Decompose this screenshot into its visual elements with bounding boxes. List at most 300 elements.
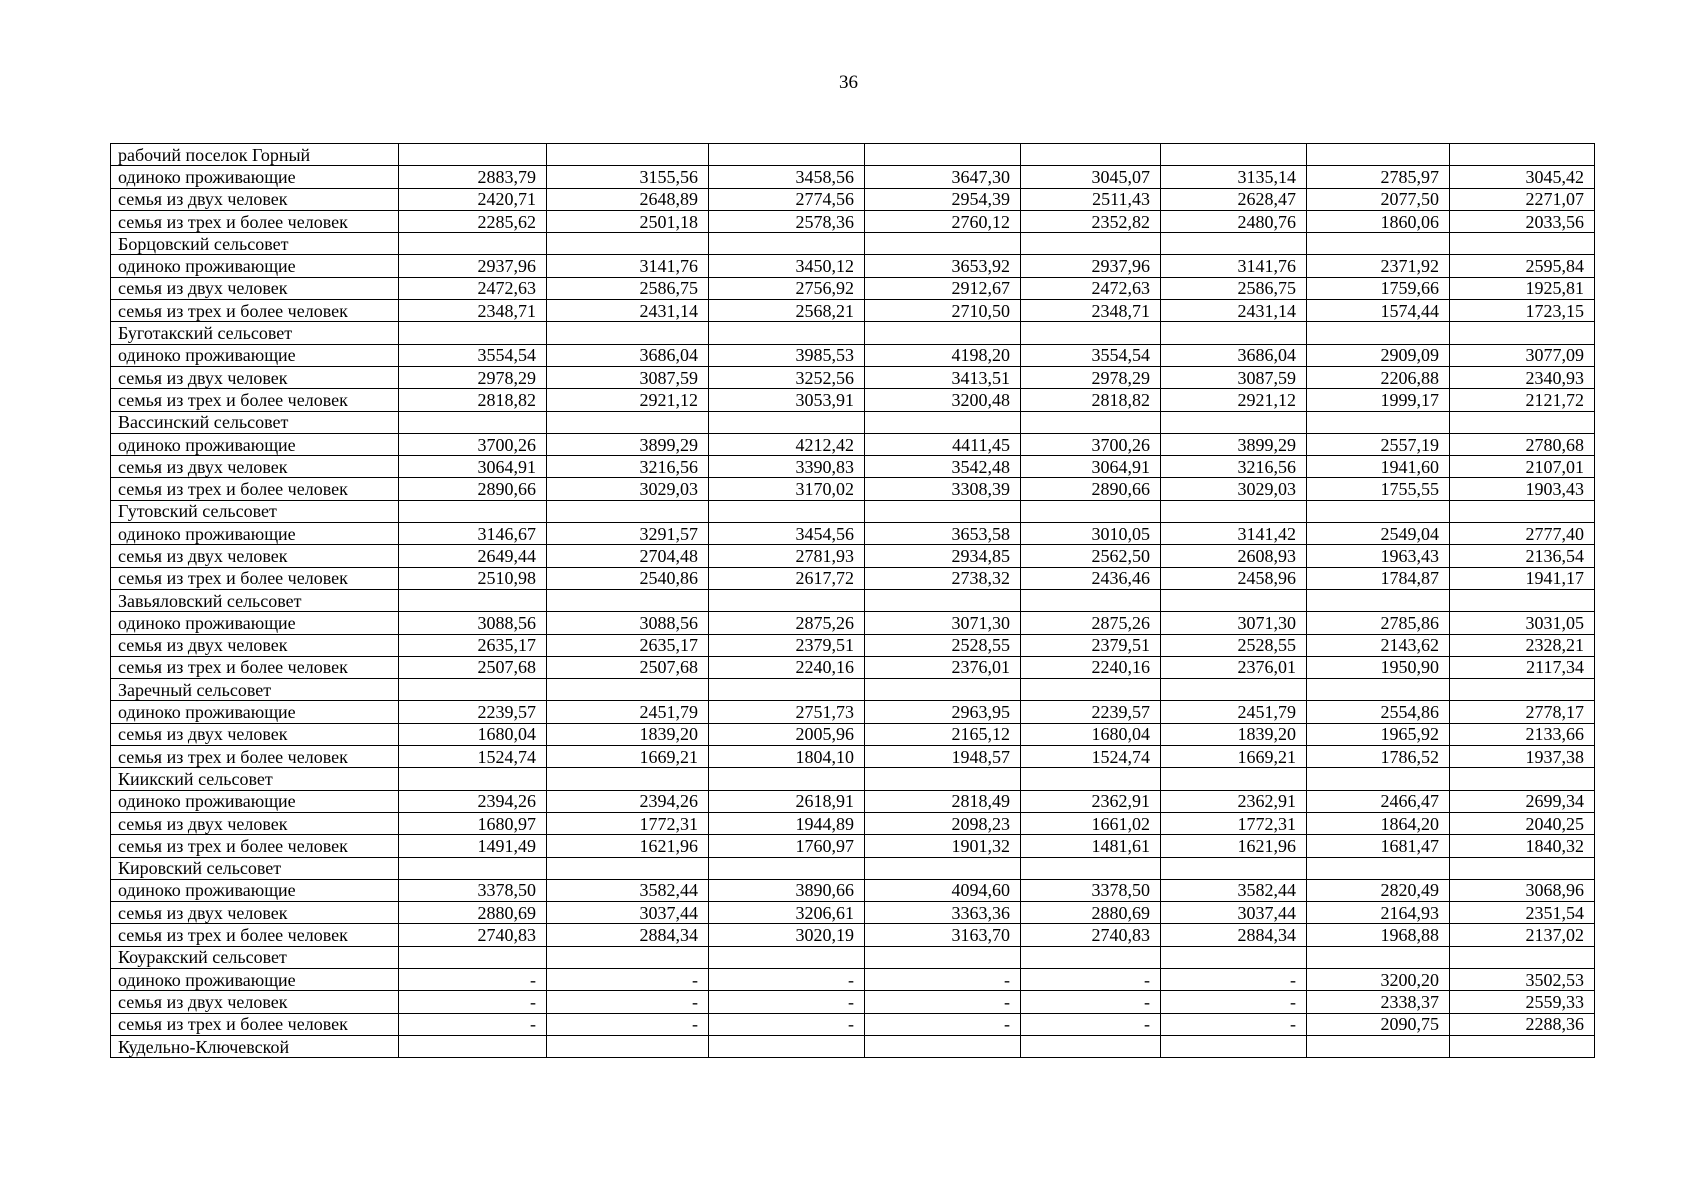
value-cell: 2271,07 bbox=[1450, 188, 1595, 210]
empty-cell bbox=[1307, 500, 1450, 522]
table-row bbox=[111, 545, 1595, 567]
group-title: Буготакский сельсовет bbox=[111, 322, 399, 344]
value-cell: 1839,20 bbox=[547, 723, 709, 745]
value-cell: 2351,54 bbox=[1450, 902, 1595, 924]
empty-cell bbox=[865, 144, 1021, 166]
empty-cell bbox=[865, 589, 1021, 611]
value-cell: 3135,14 bbox=[1161, 166, 1307, 188]
value-cell: 3045,07 bbox=[1021, 166, 1161, 188]
value-cell: 2431,14 bbox=[547, 300, 709, 322]
empty-cell bbox=[547, 233, 709, 255]
group-header-row bbox=[111, 857, 1595, 879]
table-row bbox=[111, 879, 1595, 901]
value-cell: 2348,71 bbox=[1021, 300, 1161, 322]
value-cell: 3141,76 bbox=[547, 255, 709, 277]
empty-cell bbox=[399, 411, 547, 433]
empty-cell bbox=[865, 768, 1021, 790]
table-body bbox=[111, 144, 1595, 1058]
value-cell: 1481,61 bbox=[1021, 835, 1161, 857]
empty-cell bbox=[1450, 1035, 1595, 1057]
table-row bbox=[111, 790, 1595, 812]
empty-cell bbox=[865, 946, 1021, 968]
value-cell: 3502,53 bbox=[1450, 968, 1595, 990]
value-cell: 2554,86 bbox=[1307, 701, 1450, 723]
value-cell: 3700,26 bbox=[1021, 433, 1161, 455]
empty-cell bbox=[709, 857, 865, 879]
empty-cell bbox=[1021, 322, 1161, 344]
value-cell: 3088,56 bbox=[399, 612, 547, 634]
value-cell: 2978,29 bbox=[399, 366, 547, 388]
empty-cell bbox=[865, 233, 1021, 255]
value-cell: 2362,91 bbox=[1161, 790, 1307, 812]
value-cell: 4094,60 bbox=[865, 879, 1021, 901]
value-cell: 1680,04 bbox=[1021, 723, 1161, 745]
value-cell: 4411,45 bbox=[865, 433, 1021, 455]
value-cell: 3155,56 bbox=[547, 166, 709, 188]
table-row bbox=[111, 812, 1595, 834]
empty-cell bbox=[1021, 1035, 1161, 1057]
value-cell: 2818,82 bbox=[1021, 389, 1161, 411]
value-cell: 1965,92 bbox=[1307, 723, 1450, 745]
value-cell: 2785,97 bbox=[1307, 166, 1450, 188]
value-cell: 2480,76 bbox=[1161, 210, 1307, 232]
value-cell: 2206,88 bbox=[1307, 366, 1450, 388]
empty-cell bbox=[1450, 768, 1595, 790]
empty-cell bbox=[547, 679, 709, 701]
value-cell: 2165,12 bbox=[865, 723, 1021, 745]
value-cell: 2820,49 bbox=[1307, 879, 1450, 901]
value-cell: 2921,12 bbox=[1161, 389, 1307, 411]
value-cell: 4198,20 bbox=[865, 344, 1021, 366]
value-cell: 3088,56 bbox=[547, 612, 709, 634]
value-cell: 2117,34 bbox=[1450, 656, 1595, 678]
value-cell: 4212,42 bbox=[709, 433, 865, 455]
value-cell: 3200,20 bbox=[1307, 968, 1450, 990]
row-label: семья из двух человек bbox=[111, 812, 399, 834]
empty-cell bbox=[1021, 946, 1161, 968]
value-cell: 1669,21 bbox=[1161, 746, 1307, 768]
empty-cell bbox=[1450, 500, 1595, 522]
row-label: семья из двух человек bbox=[111, 188, 399, 210]
empty-cell bbox=[709, 144, 865, 166]
value-cell: - bbox=[1161, 991, 1307, 1013]
value-cell: 3413,51 bbox=[865, 366, 1021, 388]
value-cell: 3087,59 bbox=[1161, 366, 1307, 388]
value-cell: 2890,66 bbox=[1021, 478, 1161, 500]
value-cell: 3087,59 bbox=[547, 366, 709, 388]
table-row bbox=[111, 835, 1595, 857]
value-cell: 3542,48 bbox=[865, 456, 1021, 478]
value-cell: 1574,44 bbox=[1307, 300, 1450, 322]
value-cell: 1937,38 bbox=[1450, 746, 1595, 768]
row-label: семья из двух человек bbox=[111, 277, 399, 299]
value-cell: 3077,09 bbox=[1450, 344, 1595, 366]
value-cell: 2240,16 bbox=[1021, 656, 1161, 678]
value-cell: 2371,92 bbox=[1307, 255, 1450, 277]
row-label: одиноко проживающие bbox=[111, 255, 399, 277]
value-cell: 2510,98 bbox=[399, 567, 547, 589]
empty-cell bbox=[547, 1035, 709, 1057]
empty-cell bbox=[399, 322, 547, 344]
value-cell: 2033,56 bbox=[1450, 210, 1595, 232]
group-header-row bbox=[111, 589, 1595, 611]
empty-cell bbox=[1161, 679, 1307, 701]
value-cell: 2740,83 bbox=[1021, 924, 1161, 946]
group-header-row bbox=[111, 500, 1595, 522]
value-cell: 3045,42 bbox=[1450, 166, 1595, 188]
row-label: одиноко проживающие bbox=[111, 879, 399, 901]
row-label: семья из двух человек bbox=[111, 456, 399, 478]
empty-cell bbox=[1450, 233, 1595, 255]
value-cell: 2239,57 bbox=[1021, 701, 1161, 723]
value-cell: 3068,96 bbox=[1450, 879, 1595, 901]
value-cell: 3582,44 bbox=[1161, 879, 1307, 901]
group-title: Кировский сельсовет bbox=[111, 857, 399, 879]
value-cell: 2376,01 bbox=[865, 656, 1021, 678]
value-cell: - bbox=[399, 968, 547, 990]
value-cell: 2785,86 bbox=[1307, 612, 1450, 634]
value-cell: 1681,47 bbox=[1307, 835, 1450, 857]
group-title: Заречный сельсовет bbox=[111, 679, 399, 701]
value-cell: 2937,96 bbox=[1021, 255, 1161, 277]
value-cell: 1963,43 bbox=[1307, 545, 1450, 567]
value-cell: 2578,36 bbox=[709, 210, 865, 232]
value-cell: 1723,15 bbox=[1450, 300, 1595, 322]
value-cell: 1968,88 bbox=[1307, 924, 1450, 946]
value-cell: 2818,82 bbox=[399, 389, 547, 411]
value-cell: 3252,56 bbox=[709, 366, 865, 388]
value-cell: 2635,17 bbox=[547, 634, 709, 656]
empty-cell bbox=[1307, 322, 1450, 344]
empty-cell bbox=[1307, 233, 1450, 255]
empty-cell bbox=[1161, 946, 1307, 968]
value-cell: 1840,32 bbox=[1450, 835, 1595, 857]
value-cell: 1759,66 bbox=[1307, 277, 1450, 299]
row-label: семья из трех и более человек bbox=[111, 300, 399, 322]
table-row bbox=[111, 924, 1595, 946]
table-row bbox=[111, 523, 1595, 545]
value-cell: 2077,50 bbox=[1307, 188, 1450, 210]
row-label: одиноко проживающие bbox=[111, 701, 399, 723]
value-cell: 3170,02 bbox=[709, 478, 865, 500]
group-title: Киикский сельсовет bbox=[111, 768, 399, 790]
value-cell: 2507,68 bbox=[547, 656, 709, 678]
value-cell: 2288,36 bbox=[1450, 1013, 1595, 1035]
group-header-row bbox=[111, 144, 1595, 166]
table-row bbox=[111, 277, 1595, 299]
value-cell: 3686,04 bbox=[1161, 344, 1307, 366]
value-cell: 2586,75 bbox=[547, 277, 709, 299]
value-cell: 2781,93 bbox=[709, 545, 865, 567]
value-cell: 2107,01 bbox=[1450, 456, 1595, 478]
table-row bbox=[111, 188, 1595, 210]
value-cell: 2595,84 bbox=[1450, 255, 1595, 277]
table-row bbox=[111, 344, 1595, 366]
value-cell: 1786,52 bbox=[1307, 746, 1450, 768]
row-label: семья из двух человек bbox=[111, 991, 399, 1013]
value-cell: 2557,19 bbox=[1307, 433, 1450, 455]
value-cell: 1524,74 bbox=[399, 746, 547, 768]
value-cell: - bbox=[547, 991, 709, 1013]
row-label: семья из трех и более человек bbox=[111, 389, 399, 411]
value-cell: 3029,03 bbox=[1161, 478, 1307, 500]
value-cell: 2562,50 bbox=[1021, 545, 1161, 567]
empty-cell bbox=[709, 500, 865, 522]
value-cell: 3653,92 bbox=[865, 255, 1021, 277]
value-cell: 1760,97 bbox=[709, 835, 865, 857]
empty-cell bbox=[1307, 768, 1450, 790]
group-header-row bbox=[111, 322, 1595, 344]
value-cell: 1491,49 bbox=[399, 835, 547, 857]
row-label: одиноко проживающие bbox=[111, 790, 399, 812]
empty-cell bbox=[1450, 411, 1595, 433]
value-cell: 3064,91 bbox=[399, 456, 547, 478]
value-cell: 2540,86 bbox=[547, 567, 709, 589]
value-cell: 3071,30 bbox=[865, 612, 1021, 634]
value-cell: 2934,85 bbox=[865, 545, 1021, 567]
table-row bbox=[111, 902, 1595, 924]
row-label: семья из трех и более человек bbox=[111, 924, 399, 946]
value-cell: 2420,71 bbox=[399, 188, 547, 210]
value-cell: 1944,89 bbox=[709, 812, 865, 834]
value-cell: 2559,33 bbox=[1450, 991, 1595, 1013]
value-cell: 2884,34 bbox=[1161, 924, 1307, 946]
value-cell: 2884,34 bbox=[547, 924, 709, 946]
value-cell: 3031,05 bbox=[1450, 612, 1595, 634]
table-row bbox=[111, 166, 1595, 188]
value-cell: 2511,43 bbox=[1021, 188, 1161, 210]
value-cell: 2528,55 bbox=[865, 634, 1021, 656]
value-cell: 2699,34 bbox=[1450, 790, 1595, 812]
empty-cell bbox=[709, 589, 865, 611]
empty-cell bbox=[1161, 500, 1307, 522]
empty-cell bbox=[547, 768, 709, 790]
value-cell: 2143,62 bbox=[1307, 634, 1450, 656]
table-row bbox=[111, 1013, 1595, 1035]
value-cell: 2379,51 bbox=[1021, 634, 1161, 656]
value-cell: 1941,60 bbox=[1307, 456, 1450, 478]
value-cell: 3450,12 bbox=[709, 255, 865, 277]
group-title: Завьяловский сельсовет bbox=[111, 589, 399, 611]
empty-cell bbox=[709, 768, 865, 790]
value-cell: 2937,96 bbox=[399, 255, 547, 277]
value-cell: 2394,26 bbox=[547, 790, 709, 812]
empty-cell bbox=[1450, 857, 1595, 879]
value-cell: 2472,63 bbox=[1021, 277, 1161, 299]
empty-cell bbox=[865, 500, 1021, 522]
value-cell: - bbox=[1161, 968, 1307, 990]
empty-cell bbox=[399, 589, 547, 611]
value-cell: 2362,91 bbox=[1021, 790, 1161, 812]
value-cell: 3010,05 bbox=[1021, 523, 1161, 545]
empty-cell bbox=[865, 322, 1021, 344]
value-cell: 2239,57 bbox=[399, 701, 547, 723]
value-cell: 2710,50 bbox=[865, 300, 1021, 322]
empty-cell bbox=[1161, 857, 1307, 879]
value-cell: 2121,72 bbox=[1450, 389, 1595, 411]
value-cell: 2880,69 bbox=[1021, 902, 1161, 924]
value-cell: 3206,61 bbox=[709, 902, 865, 924]
value-cell: 2472,63 bbox=[399, 277, 547, 299]
value-cell: 1755,55 bbox=[1307, 478, 1450, 500]
row-label: семья из трех и более человек bbox=[111, 567, 399, 589]
value-cell: 1680,97 bbox=[399, 812, 547, 834]
group-title: Коуракский сельсовет bbox=[111, 946, 399, 968]
group-header-row bbox=[111, 1035, 1595, 1057]
value-cell: 2501,18 bbox=[547, 210, 709, 232]
empty-cell bbox=[399, 1035, 547, 1057]
value-cell: 3390,83 bbox=[709, 456, 865, 478]
value-cell: 2098,23 bbox=[865, 812, 1021, 834]
value-cell: 2738,32 bbox=[865, 567, 1021, 589]
value-cell: 2883,79 bbox=[399, 166, 547, 188]
empty-cell bbox=[1021, 411, 1161, 433]
value-cell: 3163,70 bbox=[865, 924, 1021, 946]
value-cell: 2137,02 bbox=[1450, 924, 1595, 946]
empty-cell bbox=[547, 946, 709, 968]
group-header-row bbox=[111, 233, 1595, 255]
value-cell: 2818,49 bbox=[865, 790, 1021, 812]
value-cell: 2549,04 bbox=[1307, 523, 1450, 545]
empty-cell bbox=[865, 679, 1021, 701]
value-cell: 2649,44 bbox=[399, 545, 547, 567]
value-cell: 2379,51 bbox=[709, 634, 865, 656]
value-cell: 2164,93 bbox=[1307, 902, 1450, 924]
empty-cell bbox=[399, 857, 547, 879]
group-header-row bbox=[111, 411, 1595, 433]
value-cell: 1621,96 bbox=[547, 835, 709, 857]
value-cell: 2954,39 bbox=[865, 188, 1021, 210]
row-label: семья из трех и более человек bbox=[111, 656, 399, 678]
value-cell: 2507,68 bbox=[399, 656, 547, 678]
group-header-row bbox=[111, 946, 1595, 968]
value-cell: 1661,02 bbox=[1021, 812, 1161, 834]
value-cell: - bbox=[709, 968, 865, 990]
empty-cell bbox=[1307, 144, 1450, 166]
value-cell: 2963,95 bbox=[865, 701, 1021, 723]
value-cell: 2628,47 bbox=[1161, 188, 1307, 210]
table-row bbox=[111, 366, 1595, 388]
row-label: семья из двух человек bbox=[111, 545, 399, 567]
value-cell: 3378,50 bbox=[399, 879, 547, 901]
value-cell: 3200,48 bbox=[865, 389, 1021, 411]
value-cell: 3216,56 bbox=[547, 456, 709, 478]
row-label: одиноко проживающие bbox=[111, 523, 399, 545]
row-label: одиноко проживающие bbox=[111, 344, 399, 366]
value-cell: 2458,96 bbox=[1161, 567, 1307, 589]
value-cell: 1772,31 bbox=[1161, 812, 1307, 834]
empty-cell bbox=[547, 144, 709, 166]
group-header-row bbox=[111, 768, 1595, 790]
value-cell: - bbox=[1021, 991, 1161, 1013]
value-cell: 2431,14 bbox=[1161, 300, 1307, 322]
value-cell: 3890,66 bbox=[709, 879, 865, 901]
empty-cell bbox=[709, 679, 865, 701]
value-cell: 3308,39 bbox=[865, 478, 1021, 500]
row-label: семья из трех и более человек bbox=[111, 1013, 399, 1035]
empty-cell bbox=[1307, 411, 1450, 433]
page-number: 36 bbox=[839, 72, 858, 93]
value-cell: 3363,36 bbox=[865, 902, 1021, 924]
empty-cell bbox=[547, 589, 709, 611]
value-cell: 1772,31 bbox=[547, 812, 709, 834]
value-cell: 3554,54 bbox=[1021, 344, 1161, 366]
empty-cell bbox=[1161, 322, 1307, 344]
table-row bbox=[111, 991, 1595, 1013]
value-cell: 1621,96 bbox=[1161, 835, 1307, 857]
value-cell: 2777,40 bbox=[1450, 523, 1595, 545]
row-label: семья из двух человек bbox=[111, 634, 399, 656]
empty-cell bbox=[1161, 233, 1307, 255]
value-cell: 2240,16 bbox=[709, 656, 865, 678]
value-cell: 3064,91 bbox=[1021, 456, 1161, 478]
value-cell: 1901,32 bbox=[865, 835, 1021, 857]
value-cell: 2635,17 bbox=[399, 634, 547, 656]
value-cell: 2875,26 bbox=[709, 612, 865, 634]
empty-cell bbox=[1161, 589, 1307, 611]
row-label: семья из трех и более человек bbox=[111, 746, 399, 768]
empty-cell bbox=[399, 233, 547, 255]
empty-cell bbox=[1021, 768, 1161, 790]
value-cell: 2740,83 bbox=[399, 924, 547, 946]
value-cell: - bbox=[1021, 1013, 1161, 1035]
value-cell: 1903,43 bbox=[1450, 478, 1595, 500]
empty-cell bbox=[865, 411, 1021, 433]
empty-cell bbox=[399, 679, 547, 701]
value-cell: 2774,56 bbox=[709, 188, 865, 210]
value-cell: 1941,17 bbox=[1450, 567, 1595, 589]
empty-cell bbox=[1161, 144, 1307, 166]
empty-cell bbox=[547, 857, 709, 879]
value-cell: 3037,44 bbox=[1161, 902, 1307, 924]
value-cell: 2348,71 bbox=[399, 300, 547, 322]
value-cell: - bbox=[709, 991, 865, 1013]
value-cell: 1804,10 bbox=[709, 746, 865, 768]
value-cell: - bbox=[399, 1013, 547, 1035]
empty-cell bbox=[1021, 144, 1161, 166]
value-cell: 2136,54 bbox=[1450, 545, 1595, 567]
value-cell: 2528,55 bbox=[1161, 634, 1307, 656]
value-cell: 2880,69 bbox=[399, 902, 547, 924]
value-cell: - bbox=[1161, 1013, 1307, 1035]
value-cell: 2090,75 bbox=[1307, 1013, 1450, 1035]
empty-cell bbox=[1021, 589, 1161, 611]
value-cell: 2285,62 bbox=[399, 210, 547, 232]
table-row bbox=[111, 968, 1595, 990]
value-cell: 2912,67 bbox=[865, 277, 1021, 299]
group-title: Кудельно-Ключевской bbox=[111, 1035, 399, 1057]
empty-cell bbox=[399, 768, 547, 790]
value-cell: 3686,04 bbox=[547, 344, 709, 366]
value-cell: 3020,19 bbox=[709, 924, 865, 946]
value-cell: 1669,21 bbox=[547, 746, 709, 768]
value-cell: 3899,29 bbox=[1161, 433, 1307, 455]
group-title: Борцовский сельсовет bbox=[111, 233, 399, 255]
value-cell: 2617,72 bbox=[709, 567, 865, 589]
value-cell: 1680,04 bbox=[399, 723, 547, 745]
value-cell: 3458,56 bbox=[709, 166, 865, 188]
group-header-row bbox=[111, 679, 1595, 701]
value-cell: 2340,93 bbox=[1450, 366, 1595, 388]
value-cell: 2875,26 bbox=[1021, 612, 1161, 634]
empty-cell bbox=[709, 233, 865, 255]
value-cell: 2756,92 bbox=[709, 277, 865, 299]
group-title: рабочий поселок Горный bbox=[111, 144, 399, 166]
empty-cell bbox=[1450, 144, 1595, 166]
value-cell: 2451,79 bbox=[547, 701, 709, 723]
row-label: семья из трех и более человек bbox=[111, 835, 399, 857]
empty-cell bbox=[709, 1035, 865, 1057]
